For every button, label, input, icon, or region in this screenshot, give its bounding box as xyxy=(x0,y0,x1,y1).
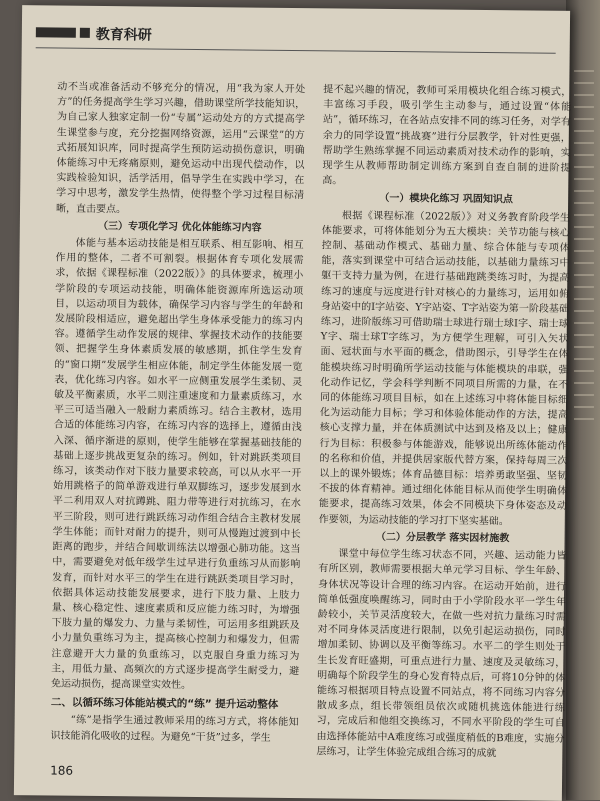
book-spine-edge xyxy=(566,0,600,800)
paragraph: 动不当或准备活动不够充分的情况，用“我为家人开处方”的任务提高学生学习兴趣，借助课堂所学技能知识，为自己家人独家定制一份“专属”运动处方的方式提高学生课堂参与度，充分挖掘网络资源，运用“云课堂”的方式拓展知识库，同时提高学生预防运动损伤意识，明确体能练习中无疼痛原则，避免运动中出现代偿动作，以实践检验知识，活学活用，倡导学生在实践中学习，在学习中思考，激发学生热情，使得整个学习过程目标清晰，直击要点。 xyxy=(55,81,306,215)
paragraph: 课堂中每位学生练习状态不同，兴趣、运动能力皆有所区别，教师需要根据大单元学习目标、学生年龄、身体状况等设计合理的练习内容。在运动开始前，进行简单低强度唤醒练习，同时由于小学阶段水平一学生年龄较小，关节灵活度较大，在做一些对抗力量练习时需对不同身体灵活度进行限制，以免引起运动损伤，同时增加柔韧、协调以及平衡等练习。水平二的学生则处于生长发育旺盛期，可重点进行力量、速度及灵敏练习，明确每个阶段学生的身心发育特点后，可将10分钟的体能练习根据项目特点设置不同站点，将不同练习内容分散成多点，组长带领组员依次或随机挑选体能进行练习，完成后和他组交换练习，不同水平阶段的学生可自由选择体能站中A难度练习或强度稍低的B难度，实施分层练习，让学生体验完成组合练习的成就 xyxy=(316,548,567,759)
section-heading: 二、以循环练习体能站模式的“练” 提升运动整体 xyxy=(50,696,279,711)
section-title: 教育科研 xyxy=(95,26,152,44)
paragraph: 体能与基本运动技能是相互联系、相互影响、相互作用的整体，二者不可割裂。根据体育专项化发展需求，依据《课程标准（2022版）》的具体要求，梳理小学阶段的专项运动技能，明确体能资源库所选运动项目，以运动项目为载体，确保学习内容与学生的年龄和发展阶段相适应，避免超出学生身体承受能力的练习内容。遵循学生动作发展的规律、掌握技术动作的技能要领、把握学生身体素质发展的敏感期，抓住学生发育的“窗口期”发展学生相应体能，制定学生体能发展一览表，优化练习内容。如水平一应侧重发展学生柔韧、灵敏及平衡素质，水平二则注重速度和力量素质练习，水平三可适当融入一般耐力素质练习。结合主教材，选用合适的体能练习内容，在练习内容的选择上，遵循由浅入深、循序渐进的原则，使学生能够在掌握基础技能的基础上逐步挑战更复杂的练习。例如，针对跳跃类项目练习，该类动作对下肢力量要求较高，可以从水平一开始用跳格子的简单游戏进行单双脚练习，逐步发展到水平二利用双人对抗蹲跳、阻力带等进行对抗练习，在水平三阶段，则可进行跳跃练习动作组合结合主教材发展学生体能；而针对耐力的提升，则可从慢跑过渡到中长距离的跑步，并结合间歇训练法以增强心肺功能。这当中，需要避免对低年级学生过早进行负重练习从而影响发育，而针对水平三的学生在进行跳跃类项目学习时，依据具体运动技能发展要求，进行下肢力量、上肢力量、核心稳定性、速度素质和反应能力练习时，为增强下肢力量的爆发力、力量与柔韧性，可运用多组跳跃及小力量负重练习为主，提高核心控制力和爆发力，但需注意避开大力量的负重练习，以克服自身重力练习为主，用低力量、高频次的方式逐步提高学生耐受力，避免运动损伤，提高课堂实效性。 xyxy=(50,237,304,691)
subheading: （三）专项化学习 优化体能练习内容 xyxy=(98,220,262,234)
right-column xyxy=(316,82,571,761)
paragraph: “练”是指学生通过教师采用的练习方式，将体能知识技能消化吸收的过程。为避免“干货”过多，学生 xyxy=(50,715,299,744)
header-bar-decoration xyxy=(36,27,76,37)
subheading: （二）分层教学 落实因材施教 xyxy=(375,531,510,545)
page-number: 186 xyxy=(50,763,74,778)
header-block-decoration xyxy=(80,28,90,38)
paragraph: 提不起兴趣的情况，教师可采用模块化组合练习模式，丰富练习手段，吸引学生主动参与，通过设置“体能站”，循环练习，在各站点安排不同的练习任务，对学有余力的同学设置“挑战赛”进行分层教学，针对性更强，帮助学生熟练掌握不同运动素质对技术动作的影响，实现学生从教师帮助制定训练方案到自查自制的进阶提高。 xyxy=(322,84,572,187)
left-column xyxy=(50,80,305,746)
page-edge-lines xyxy=(574,60,594,430)
paragraph: 根据《课程标准（2022版）》对义务教育阶段学生体能要求，可将体能划分为五大模块：关节功能与核心控制、基础动作模式、基础力量、综合体能与专项体能，落实到课堂中可结合运动技能，以基础力量练习中躯干支持力量为例，在进行基础跑跳类练习时，为提高练习的速度与远度进行针对核心的力量练习，运用如俯身站姿中的I字站姿、Y字站姿、T字站姿为第一阶段基础练习，进阶版练习可借助瑞士球进行瑞士球I字、瑞士球Y字、瑞士球T字练习，为方便学生理解，可引入矢状面、冠状面与水平面的概念，借助图示，引导学生在体能模块练习时明确所学运动技能与体能模块的串联，强化动作记忆，学会科学判断不同项目所需的力量，在不同的体能练习项目目标，如在上述练习中将体能目标细化为运动能力目标；学习和体验体能动作的方法，提高核心支撑力量，并在体质测试中达到及格及以上；健康行为目标：积极参与体能游戏，能够说出所练体能动作的名称和价值，并提供居家版代替方案，保持每周三次以上的课外锻炼；体育品德目标：培养勇敢坚强、坚韧不拔的体育精神。通过细化体能目标从而使学生明确体能要求，提高练习效果，体会不同模块下身体姿态及动作要领，为运动技能的学习打下坚实基础。 xyxy=(318,210,571,527)
journal-page xyxy=(14,5,570,801)
subheading: （一）模块化练习 巩固知识点 xyxy=(379,193,513,206)
page-header xyxy=(36,23,556,50)
